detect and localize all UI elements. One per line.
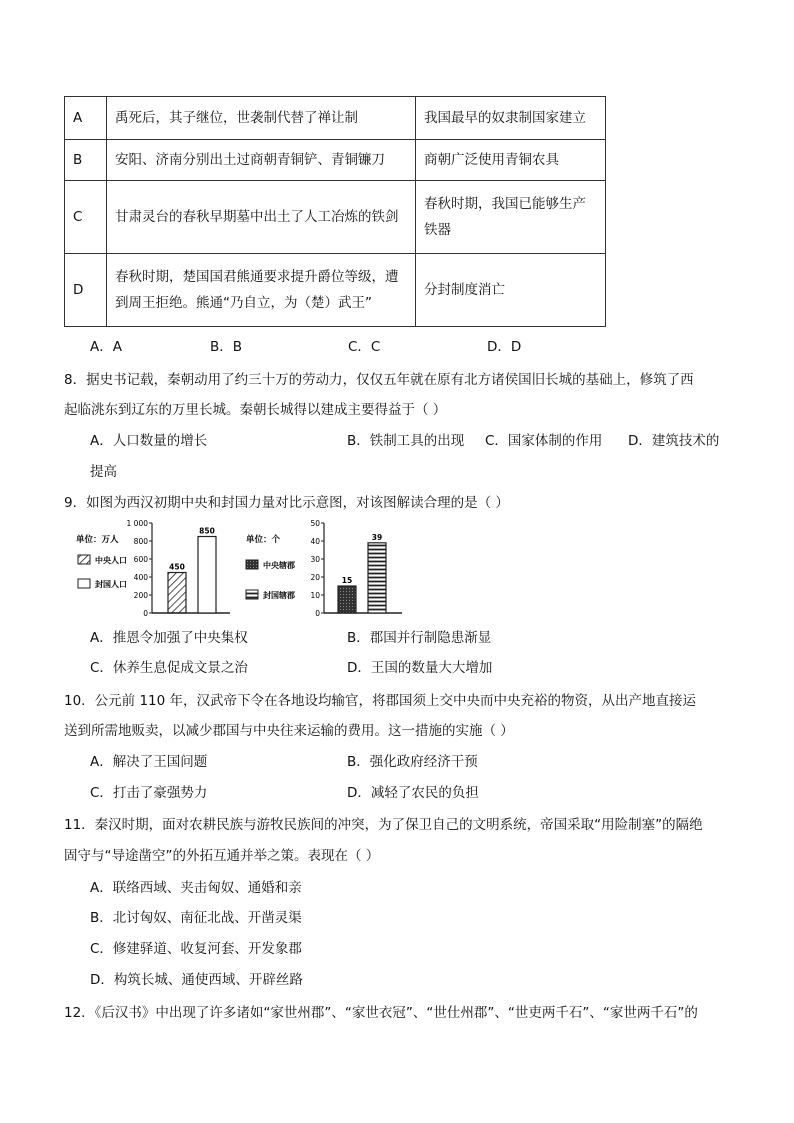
- chart1-legend-central: 中央人口: [95, 556, 127, 565]
- row-event: 甘肃灵台的春秋早期墓中出土了人工冶炼的铁剑: [107, 181, 416, 254]
- chart1-value-label: 850: [199, 526, 215, 536]
- row-event: 禹死后，其子继位，世袭制代替了禅让制: [107, 97, 416, 140]
- event-line: 到周王拒绝。熊通“乃自立，为（楚）武王”: [115, 295, 372, 311]
- chart2-tick-label: 10: [310, 591, 320, 600]
- q9-option-c: C．休养生息促成文景之治: [90, 660, 248, 676]
- chart2-legend-vassal: 封国辖郡: [263, 591, 295, 600]
- chart1-tick-label: 800: [133, 537, 148, 546]
- table-row: [65, 181, 606, 254]
- row-conclusion: 我国最早的奴隶制国家建立: [416, 97, 606, 140]
- table-row: [65, 140, 606, 181]
- q9-option-d: D．王国的数量大大增加: [347, 660, 493, 676]
- legend-swatch-vassal: [78, 579, 90, 588]
- row-letter: D: [65, 254, 107, 327]
- q8-option-d: D．建筑技术的: [628, 433, 720, 449]
- chart2-legend-central: 中央辖郡: [263, 561, 295, 570]
- chart2-unit-label: 单位：个: [246, 535, 281, 545]
- q7-option-c: C．C: [348, 339, 381, 355]
- chart2-value-label: 15: [341, 576, 353, 585]
- q8-stem-line: 8．据史书记载，秦朝动用了约三十万的劳动力，仅仅五年就在原有北方诸侯国旧长城的基础上，修筑了西: [64, 372, 694, 388]
- chart2-tick-label: 50: [310, 519, 320, 528]
- q10-stem-line: 送到所需地贩卖，以减少郡国与中央往来运输的费用。这一措施的实施（ ）: [64, 723, 514, 739]
- table-row: [65, 97, 606, 140]
- q7-option-a: A．A: [90, 339, 122, 355]
- q11-stem-line: 11．秦汉时期，面对农耕民族与游牧民族间的冲突，为了保卫自己的文明系统，帝国采取“用险制塞”的隔绝: [64, 817, 703, 833]
- chart2-tick-label: 30: [310, 555, 320, 564]
- q11-option-c: C．修建驿道、收复河套、开发象郡: [90, 941, 302, 957]
- chart1-tick-label: 200: [133, 591, 148, 600]
- q8-option-d-wrap: 提高: [90, 464, 117, 480]
- row-letter: A: [65, 97, 107, 140]
- options-table: [64, 96, 606, 327]
- q11-option-d: D．构筑长城、通使西域、开辟丝路: [90, 972, 303, 988]
- q10-option-c: C．打击了豪强势力: [90, 785, 208, 801]
- chart1-tick-label: 0: [143, 609, 148, 618]
- q10-stem-line: 10．公元前 110 年，汉武帝下令在各地设均输官，将郡国须上交中央而中央充裕的物资，从出产地直接运: [64, 693, 697, 709]
- q12-stem: 12．《后汉书》中出现了许多诸如“家世州郡”、“家世衣冠”、“世仕州郡”、“世吏两千石”、“家世两千石”的: [64, 1005, 698, 1021]
- q11-stem-line: 固守与“导途凿空”的外拓互通并举之策。表现在（ ）: [64, 848, 380, 864]
- conclusion-line: 春秋时期，我国已能够生产: [424, 196, 586, 212]
- chart2-tick-label: 20: [310, 573, 320, 582]
- legend-swatch-central: [78, 555, 90, 564]
- table-row: [65, 254, 606, 327]
- q9-option-b: B．郡国并行制隐患渐显: [347, 630, 492, 646]
- chart2-tick-label: 0: [315, 609, 320, 618]
- row-letter: B: [65, 140, 107, 181]
- q7-option-d: D．D: [487, 339, 522, 355]
- legend-swatch-central-commandery: [246, 560, 258, 569]
- row-event: [107, 254, 416, 327]
- q9-option-a: A．推恩令加强了中央集权: [90, 630, 248, 646]
- chart1-unit-label: 单位：万人: [76, 535, 119, 545]
- row-conclusion: 商朝广泛使用青铜农具: [416, 140, 606, 181]
- event-line: 春秋时期，楚国国君熊通要求提升爵位等级，遭: [115, 269, 399, 285]
- chart1-tick-label: 400: [133, 573, 148, 582]
- chart1-bars: [168, 527, 216, 614]
- legend-swatch-vassal-commandery: [246, 590, 258, 599]
- q10-option-a: A．解决了王国问题: [90, 754, 208, 770]
- q8-option-c: C．国家体制的作用: [485, 433, 603, 449]
- row-letter: C: [65, 181, 107, 254]
- q8-stem-line: 起临洮东到辽东的万里长城。秦朝长城得以建成主要得益于（ ）: [64, 402, 447, 418]
- q9-stem: 9．如图为西汉初期中央和封国力量对比示意图，对该图解读合理的是（ ）: [64, 495, 509, 511]
- row-event: 安阳、济南分别出土过商朝青铜铲、青铜镰刀: [107, 140, 416, 181]
- chart1-tick-label: 600: [133, 555, 148, 564]
- chart1-bar: [198, 537, 216, 614]
- q11-option-b: B．北讨匈奴、南征北战、开凿灵渠: [90, 910, 302, 926]
- chart1-tick-label: 1 000: [126, 519, 148, 528]
- q7-option-b: B．B: [210, 339, 243, 355]
- conclusion-line: 铁器: [424, 222, 451, 238]
- q10-option-d: D．减轻了农民的负担: [347, 785, 479, 801]
- chart2-bars: [338, 533, 386, 613]
- chart1-legend-vassal: 封国人口: [95, 580, 127, 589]
- q10-option-b: B．强化政府经济干预: [347, 754, 478, 770]
- chart2-value-label: 39: [371, 532, 383, 542]
- q11-option-a: A．联络西域、夹击匈奴、通婚和亲: [90, 880, 302, 896]
- q8-option-b: B．铁制工具的出现: [347, 433, 465, 449]
- chart2-bar: [368, 543, 386, 613]
- chart1-bar: [168, 573, 186, 614]
- chart1-value-label: 450: [169, 562, 185, 572]
- chart2-tick-label: 40: [310, 537, 320, 546]
- chart2-bar: [338, 586, 356, 613]
- row-conclusion: [416, 181, 606, 254]
- q8-option-a: A．人口数量的增长: [90, 433, 208, 449]
- power-comparison-chart: [70, 516, 410, 620]
- row-conclusion: 分封制度消亡: [416, 254, 606, 327]
